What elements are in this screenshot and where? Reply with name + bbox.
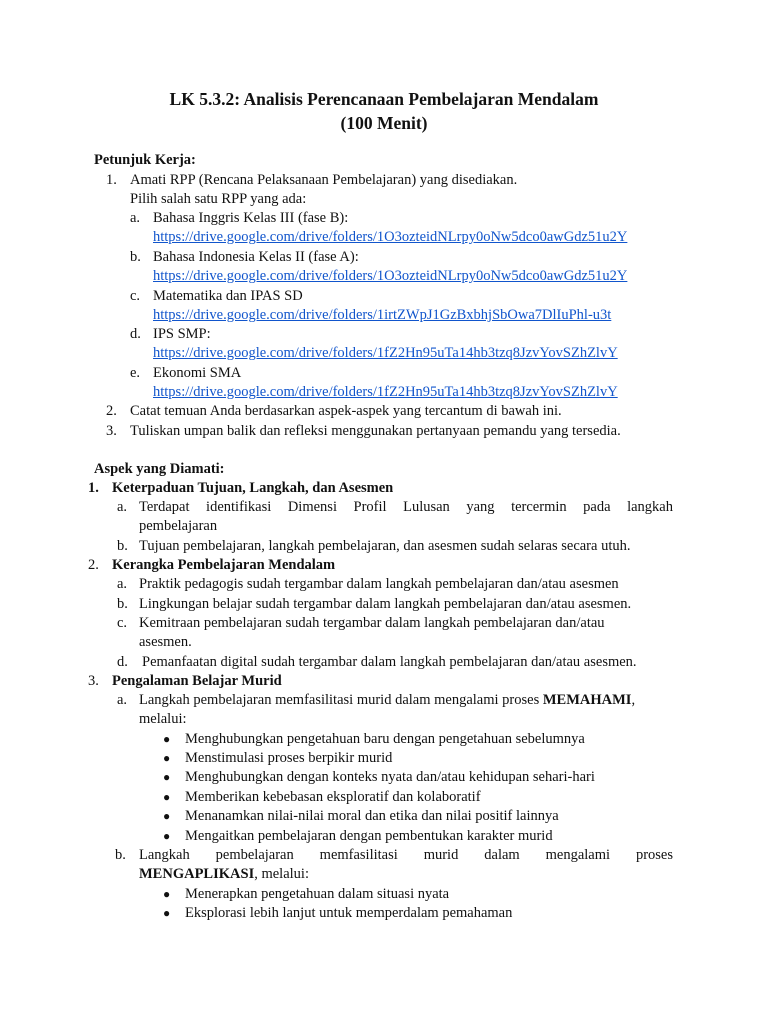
petunjuk-item-3: Tuliskan umpan balik dan refleksi menggunakan pertanyaan pemandu yang tersedia. <box>130 423 621 439</box>
petunjuk-heading: Petunjuk Kerja: <box>94 152 196 168</box>
rpp-label: Bahasa Indonesia Kelas II (fase A): <box>153 249 359 265</box>
rpp-link[interactable]: https://drive.google.com/drive/folders/1fZ2Hn95uTa14hb3tzq8JzvYovSZhZlvY <box>153 345 618 361</box>
bullet-icon: ● <box>163 809 171 823</box>
aspek-3a-line2: melalui: <box>139 711 187 727</box>
list-marker: b. <box>117 596 128 612</box>
list-number: 2. <box>106 403 117 419</box>
rpp-label: Ekonomi SMA <box>153 365 242 381</box>
list-number: 1. <box>88 480 99 496</box>
petunjuk-item-1: Amati RPP (Rencana Pelaksanaan Pembelajaran) yang disediakan. <box>130 172 518 188</box>
list-marker: c. <box>130 288 141 304</box>
aspek-2c-line2: asesmen. <box>139 634 192 650</box>
aspek-2b: Lingkungan belajar sudah tergambar dalam langkah pembelajaran dan/atau asesmen. <box>139 596 632 612</box>
list-number: 3. <box>88 673 99 689</box>
list-item: Menanamkan nilai-nilai moral dan etika dan nilai positif lainnya <box>185 808 559 824</box>
bullet-icon: ● <box>163 751 171 765</box>
list-number: 3. <box>106 423 117 439</box>
rpp-link[interactable]: https://drive.google.com/drive/folders/1fZ2Hn95uTa14hb3tzq8JzvYovSZhZlvY <box>153 384 618 400</box>
bullet-icon: ● <box>163 790 171 804</box>
document-subtitle: (100 Menit) <box>340 113 428 133</box>
bullet-icon: ● <box>163 732 171 746</box>
list-marker: e. <box>130 365 141 381</box>
bullet-icon: ● <box>163 829 171 843</box>
list-number: 2. <box>88 557 99 573</box>
list-item: Memberikan kebebasan eksploratif dan kolaboratif <box>185 789 481 805</box>
document-title: LK 5.3.2: Analisis Perencanaan Pembelajaran Mendalam <box>169 89 599 109</box>
aspek-3b-line1: Langkah pembelajaran memfasilitasi murid dalam mengalami proses <box>139 847 673 863</box>
rpp-label: Bahasa Inggris Kelas III (fase B): <box>153 210 349 226</box>
list-item: Mengaitkan pembelajaran dengan pembentukan karakter murid <box>185 828 553 844</box>
aspek-2d: Pemanfaatan digital sudah tergambar dalam langkah pembelajaran dan/atau asesmen. <box>142 654 637 670</box>
aspek-1b: Tujuan pembelajaran, langkah pembelajaran, dan asesmen sudah selaras secara utuh. <box>139 538 631 554</box>
aspek-2c-line1: Kemitraan pembelajaran sudah tergambar dalam langkah pembelajaran dan/atau <box>139 615 605 631</box>
list-marker: c. <box>117 615 128 631</box>
list-item: Eksplorasi lebih lanjut untuk memperdalam pemahaman <box>185 905 513 921</box>
aspek-section-2-title: Kerangka Pembelajaran Mendalam <box>112 557 336 573</box>
aspek-heading: Aspek yang Diamati: <box>94 461 225 477</box>
list-marker: a. <box>117 576 128 592</box>
list-marker: a. <box>117 692 128 708</box>
list-item: Menghubungkan pengetahuan baru dengan pengetahuan sebelumnya <box>185 731 585 747</box>
bullet-icon: ● <box>163 887 171 901</box>
petunjuk-item-1-sub: Pilih salah satu RPP yang ada: <box>130 191 307 207</box>
list-marker: a. <box>117 499 128 515</box>
rpp-label: IPS SMP: <box>153 326 211 342</box>
bullet-icon: ● <box>163 770 171 784</box>
list-item: Menghubungkan dengan konteks nyata dan/atau kehidupan sehari-hari <box>185 769 595 785</box>
aspek-3a-line1: Langkah pembelajaran memfasilitasi murid dalam mengalami proses MEMAHAMI, <box>139 692 636 708</box>
list-marker: b. <box>117 538 128 554</box>
aspek-section-1-title: Keterpaduan Tujuan, Langkah, dan Asesmen <box>112 480 394 496</box>
bullet-icon: ● <box>163 906 171 920</box>
list-marker: d. <box>130 326 141 342</box>
rpp-label: Matematika dan IPAS SD <box>153 288 303 304</box>
list-marker: b. <box>115 847 126 863</box>
rpp-link[interactable]: https://drive.google.com/drive/folders/1irtZWpJ1GzBxbhjSbOwa7DlIuPhl-u3t <box>153 307 612 323</box>
aspek-1a-line2: pembelajaran <box>139 518 218 534</box>
list-marker: d. <box>117 654 128 670</box>
aspek-section-3-title: Pengalaman Belajar Murid <box>112 673 282 689</box>
rpp-link[interactable]: https://drive.google.com/drive/folders/1O3ozteidNLrpy0oNw5dco0awGdz51u2Y <box>153 268 628 284</box>
aspek-3b-line2: MENGAPLIKASI, melalui: <box>139 866 309 882</box>
list-number: 1. <box>106 172 117 188</box>
rpp-link[interactable]: https://drive.google.com/drive/folders/1O3ozteidNLrpy0oNw5dco0awGdz51u2Y <box>153 229 628 245</box>
list-item: Menerapkan pengetahuan dalam situasi nyata <box>185 886 450 902</box>
list-item: Menstimulasi proses berpikir murid <box>185 750 393 766</box>
aspek-1a-line1: Terdapat identifikasi Dimensi Profil Lulusan yang tercermin pada langkah <box>139 499 673 515</box>
aspek-2a: Praktik pedagogis sudah tergambar dalam langkah pembelajaran dan/atau asesmen <box>139 576 619 592</box>
petunjuk-item-2: Catat temuan Anda berdasarkan aspek-aspek yang tercantum di bawah ini. <box>130 403 562 419</box>
list-marker: b. <box>130 249 141 265</box>
list-marker: a. <box>130 210 141 226</box>
